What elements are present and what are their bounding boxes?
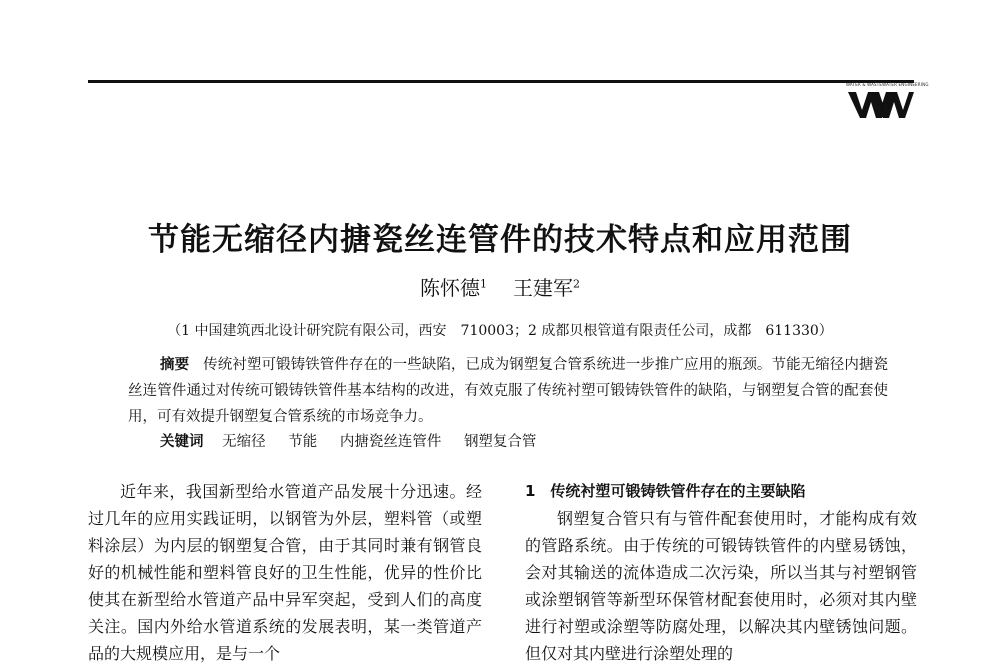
body-paragraph: 近年来，我国新型给水管道产品发展十分迅速。经过几年的应用实践证明，以钢管为外层，塑料管（或塑料涂层）为内层的钢塑复合管，由于其同时兼有钢管良好的机械性能和塑料管良好的卫生性能，优异的性价比使其在新型给水管道产品中异军突起，受到人们的高度关注。国内外给水管道系统的发展表明，某一类管道产品的大规模应用，是与一个 (88, 482, 482, 663)
keywords-label: 关键词 (160, 433, 204, 450)
author-line (0, 272, 1000, 301)
keyword: 内搪瓷丝连管件 (339, 434, 442, 450)
affiliation: （1 中国建筑西北设计研究院有限公司，西安 710003；2 成都贝根管道有限责任公司，成都 611330） (167, 323, 833, 339)
journal-logo-text: WATER & WASTEWATER ENGINEERING (846, 82, 929, 87)
author-name: 陈怀德 (420, 276, 480, 300)
keyword: 无缩径 (222, 434, 266, 450)
abstract-text: 传统衬塑可锻铸铁管件存在的一些缺陷，已成为钢塑复合管系统进一步推广应用的瓶颈。节能无缩径内搪瓷丝连管件通过对传统可锻铸铁管件基本结构的改进，有效克服了传统衬塑可锻铸铁管件的缺陷，与钢塑复合管的配套使用，可有效提升钢塑复合管系统的市场竞争力。 (128, 357, 889, 425)
body-paragraph: 钢塑复合管只有与管件配套使用时，才能构成有效的管路系统。由于传统的可锻铸铁管件的内壁易锈蚀，会对其输送的流体造成二次污染，所以当其与衬塑钢管或涂塑钢管等新型环保管材配套使用时，必须对其内壁进行衬塑或涂塑等防腐处理，以解决其内壁锈蚀问题。但仅对其内壁进行涂塑处理的 (525, 509, 917, 663)
author-name: 王建军 (513, 276, 573, 300)
author-affil-mark: 2 (573, 277, 580, 291)
header-rule (88, 80, 914, 83)
keyword: 节能 (288, 434, 318, 450)
body-column-left (88, 478, 482, 667)
section-heading: 1 传统衬塑可锻铸铁管件存在的主要缺陷 (525, 482, 806, 500)
keyword: 钢塑复合管 (463, 434, 537, 450)
keywords (160, 432, 554, 452)
body-column-right (525, 478, 917, 667)
ww-logo-icon (848, 88, 914, 118)
article-title: 节能无缩径内搪瓷丝连管件的技术特点和应用范围 (148, 222, 852, 258)
abstract-label: 摘要 (160, 356, 190, 373)
abstract (128, 352, 888, 430)
author-affil-mark: 1 (480, 277, 487, 291)
journal-logo (844, 82, 929, 122)
